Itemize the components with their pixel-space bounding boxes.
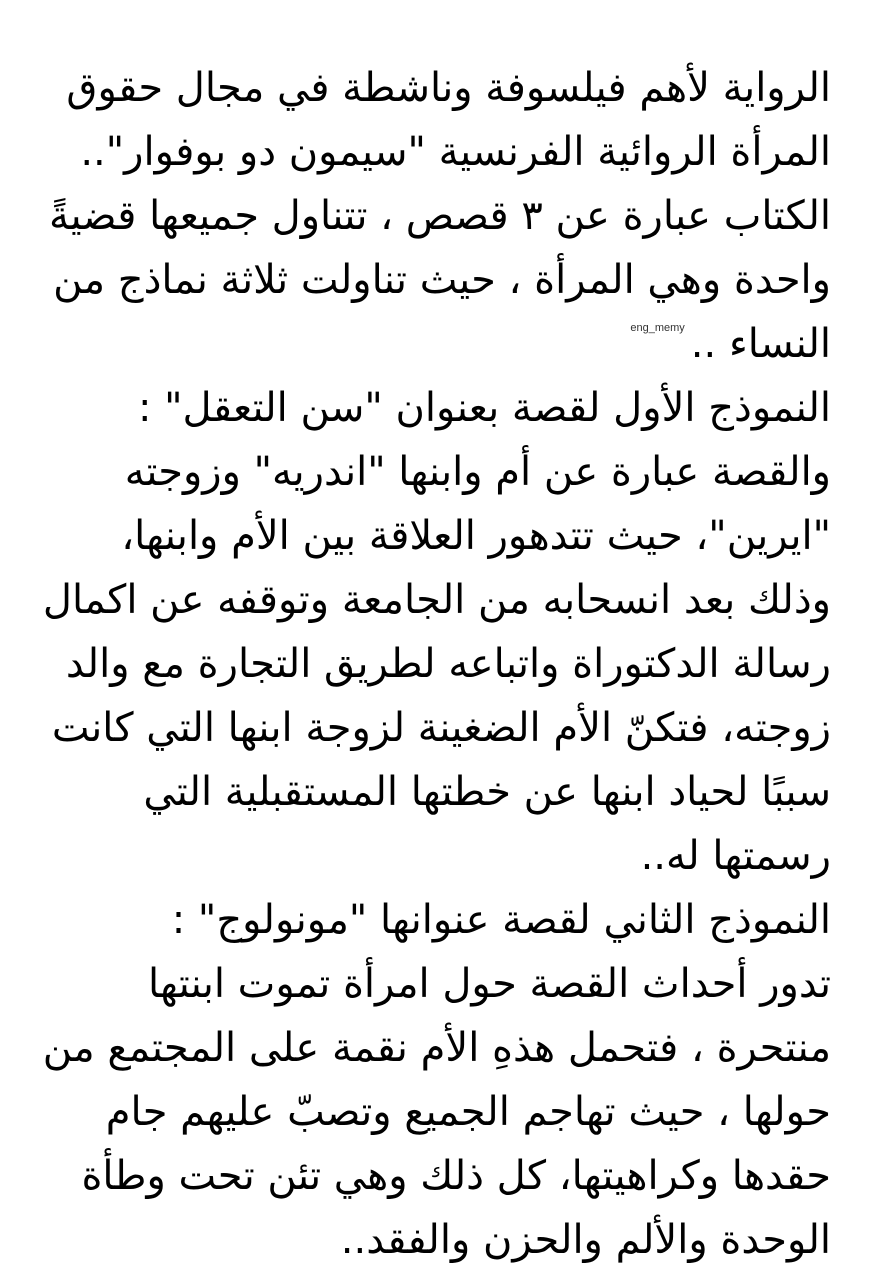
- text-line: سببًا لحياد ابنها عن خطتها المستقبلية التي: [143, 769, 831, 815]
- text-line: النموذج الثاني لقصة عنوانها "مونولوج" :: [171, 897, 831, 943]
- text-line: رسمتها له..: [640, 833, 831, 879]
- text-line: والقصة عبارة عن أم وابنها "اندريه" وزوجته: [124, 449, 831, 495]
- text-line: وذلك بعد انسحابه من الجامعة وتوقفه عن اكمال: [42, 577, 831, 623]
- text-line: حقدها وكراهيتها، كل ذلك وهي تئن تحت وطأة: [81, 1153, 831, 1199]
- text-line-with-watermark: [41, 312, 831, 376]
- text-line: زوجته، فتكنّ الأم الضغينة لزوجة ابنها التي كانت: [51, 705, 831, 751]
- text-line: الرواية لأهم فيلسوفة وناشطة في مجال حقوق: [66, 65, 831, 111]
- text-line: "ايرين"، حيث تتدهور العلاقة بين الأم وابنها،: [121, 513, 831, 559]
- text-line: واحدة وهي المرأة ، حيث تناولت ثلاثة نماذج من: [53, 257, 831, 303]
- text-line: تدور أحداث القصة حول امرأة تموت ابنتها: [147, 961, 831, 1007]
- text-line: منتحرة ، فتحمل هذهِ الأم نقمة على المجتمع من: [42, 1025, 831, 1071]
- text-line: النموذج الأول لقصة بعنوان "سن التعقل" :: [137, 385, 831, 431]
- text-line: الكتاب عبارة عن ٣ قصص ، تتناول جميعها قضيةً: [49, 193, 831, 239]
- article-text: [41, 56, 831, 1272]
- text-line: المرأة الروائية الفرنسية "سيمون دو بوفوار"..: [80, 129, 831, 175]
- text-line: الوحدة والألم والحزن والفقد..: [340, 1217, 831, 1263]
- text-line: رسالة الدكتوراة واتباعه لطريق التجارة مع والد: [65, 641, 831, 687]
- watermark-text: eng_memy: [630, 322, 685, 334]
- text-line: النساء ..: [690, 321, 831, 367]
- text-line: حولها ، حيث تهاجم الجميع وتصبّ عليهم جام: [105, 1089, 831, 1135]
